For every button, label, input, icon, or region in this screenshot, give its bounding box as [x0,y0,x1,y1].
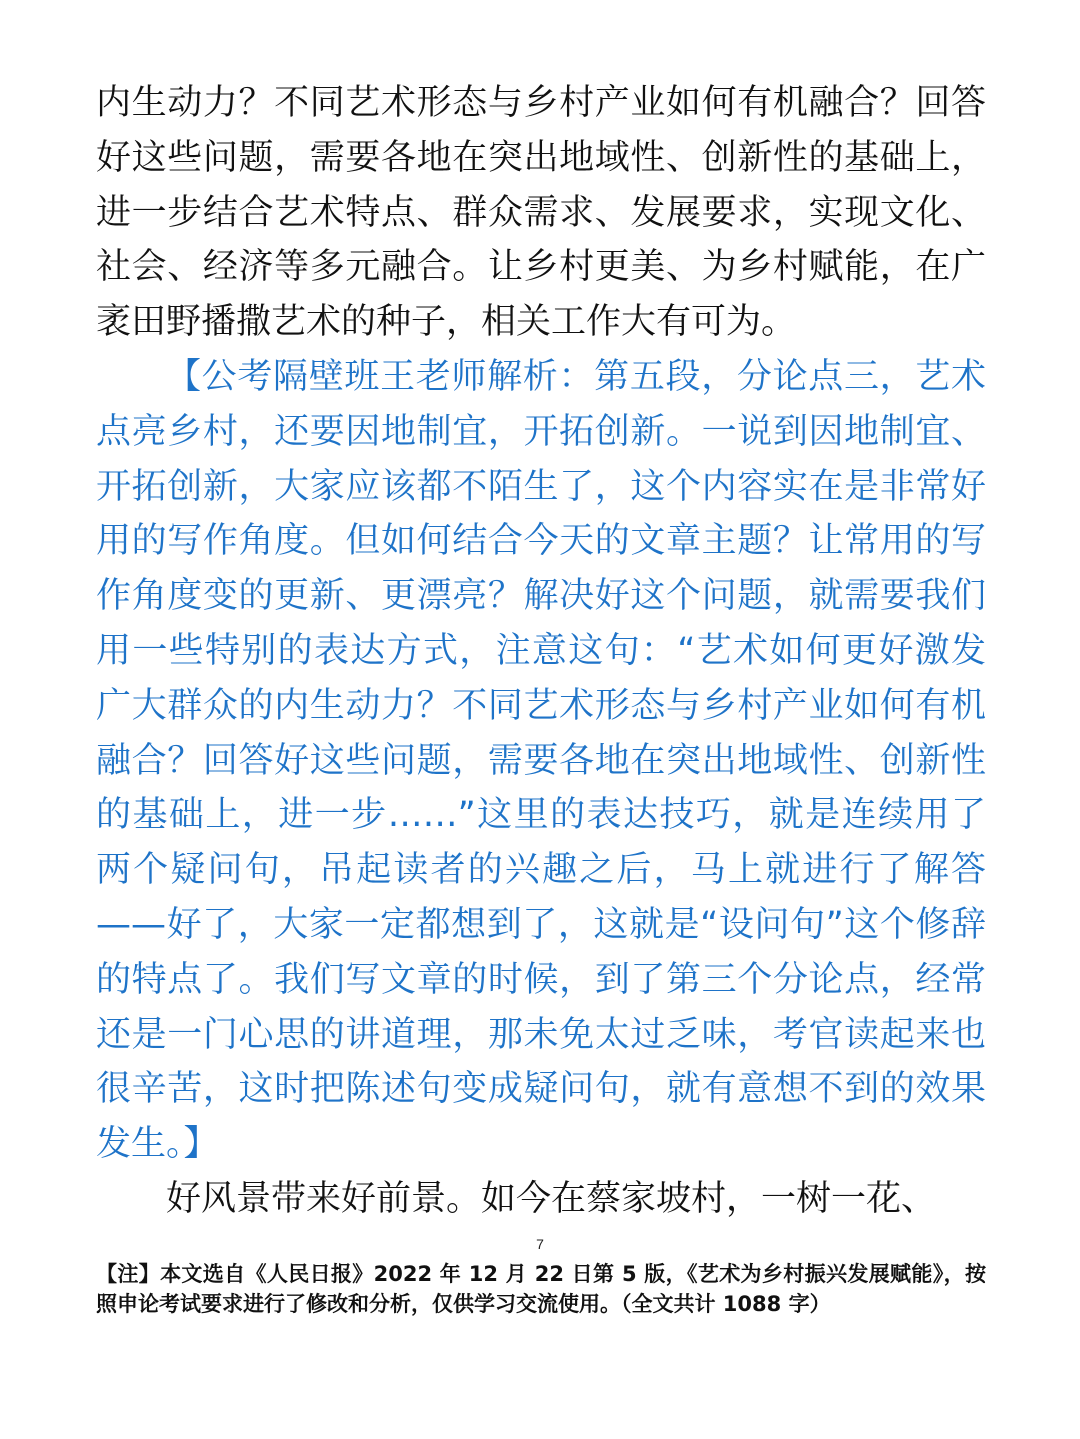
page-number: 7 [536,1236,544,1252]
footnote: 【注】本文选自《人民日报》2022 年 12 月 22 日第 5 版，《艺术为乡村振兴发展赋能》，按照申论考试要求进行了修改和分析，仅供学习交流使用。（全文共计 1088 字） [96,1262,986,1316]
document-page [96,76,986,1227]
body-paragraph-continued: 内生动力？不同艺术形态与乡村产业如何有机融合？回答好这些问题，需要各地在突出地域性、创新性的基础上，进一步结合艺术特点、群众需求、发展要求，实现文化、社会、经济等多元融合。让乡村更美、为乡村赋能，在广袤田野播撒艺术的种子，相关工作大有可为。 [96,83,986,343]
body-paragraph-next: 好风景带来好前景。如今在蔡家坡村，一树一花、 [166,1178,937,1219]
teacher-analysis-paragraph: 【公考隔壁班王老师解析：第五段，分论点三，艺术点亮乡村，还要因地制宜，开拓创新。一说到因地制宜、开拓创新，大家应该都不陌生了，这个内容实在是非常好用的写作角度。但如何结合今天的文章主题？让常用的写作角度变的更新、更漂亮？解决好这个问题，就需要我们用一些特别的表达方式，注意这句：“艺术如何更好激发广大群众的内生动力？不同艺术形态与乡村产业如何有机融合？回答好这些问题，需要各地在突出地域性、创新性的基础上，进一步……”这里的表达技巧，就是连续用了两个疑问句，吊起读者的兴趣之后，马上就进行了解答——好了，大家一定都想到了，这就是“设问句”这个修辞的特点了。我们写文章的时候，到了第三个分论点，经常还是一门心思的讲道理，那未免太过乏味，考官读起来也很辛苦，这时把陈述句变成疑问句，就有意想不到的效果发生。】 [96,356,986,1165]
